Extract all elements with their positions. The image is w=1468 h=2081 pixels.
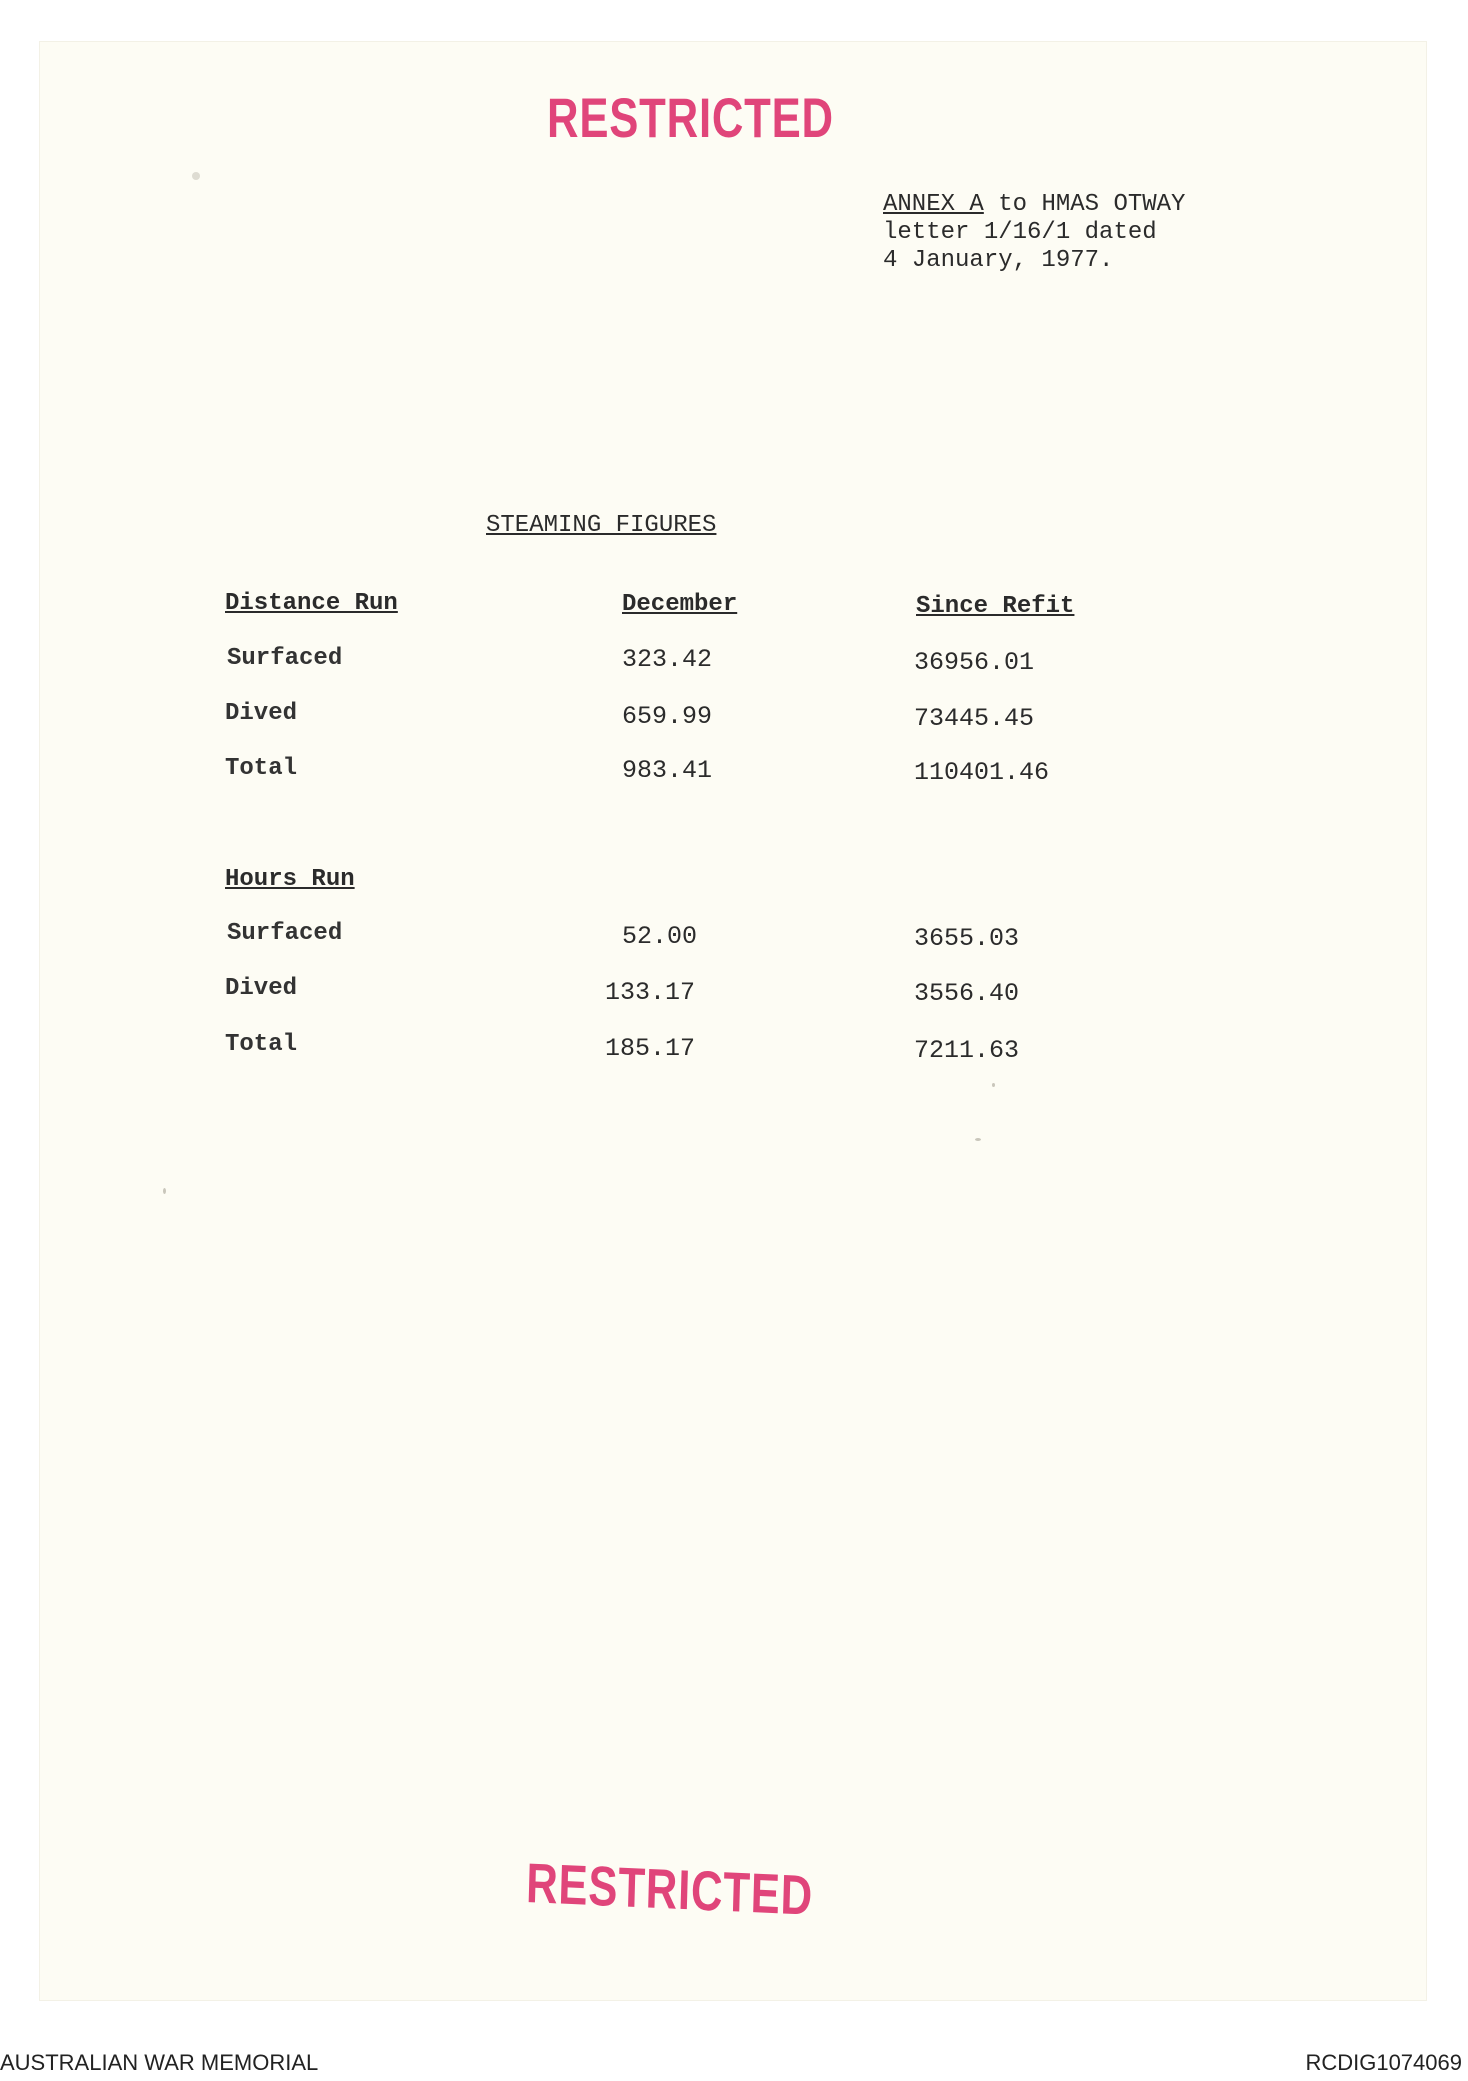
hours-row-since: 7211.63 bbox=[914, 1036, 1020, 1065]
hours-row-since: 3655.03 bbox=[914, 924, 1020, 953]
paper-speck bbox=[192, 172, 200, 180]
paper-speck bbox=[992, 1083, 995, 1087]
distance-row-label: Total bbox=[225, 755, 298, 782]
annex-line-2: letter 1/16/1 dated bbox=[883, 219, 1157, 246]
annex-line1-rest: to HMAS OTWAY bbox=[983, 191, 1186, 218]
restricted-stamp-bottom: RESTRICTED bbox=[525, 1851, 814, 1927]
distance-row-month: 323.42 bbox=[622, 645, 713, 674]
hours-row-label: Dived bbox=[225, 975, 298, 1002]
annex-line-3: 4 January, 1977. bbox=[883, 247, 1114, 274]
annex-label: ANNEX A bbox=[883, 191, 984, 218]
paper-speck bbox=[163, 1188, 166, 1194]
footer-record-id: RCDIG1074069 bbox=[1305, 2050, 1462, 2075]
distance-row-label: Surfaced bbox=[227, 645, 343, 672]
column-since-heading: Since Refit bbox=[916, 593, 1075, 620]
column-month-heading: December bbox=[622, 591, 738, 618]
document-page bbox=[40, 42, 1426, 2000]
restricted-stamp-top: RESTRICTED bbox=[547, 86, 834, 149]
hours-row-month: 52.00 bbox=[622, 922, 698, 951]
distance-row-month: 659.99 bbox=[622, 702, 713, 731]
hours-row-month: 185.17 bbox=[605, 1034, 696, 1063]
distance-row-month: 983.41 bbox=[622, 756, 713, 785]
hours-row-since: 3556.40 bbox=[914, 979, 1020, 1008]
footer-source: AUSTRALIAN WAR MEMORIAL bbox=[0, 2050, 319, 2075]
distance-row-since: 110401.46 bbox=[914, 758, 1050, 787]
annex-reference bbox=[883, 191, 1185, 275]
distance-row-since: 36956.01 bbox=[914, 648, 1035, 677]
hours-row-label: Total bbox=[225, 1031, 298, 1058]
annex-line-1 bbox=[883, 191, 1185, 219]
hours-heading: Hours Run bbox=[225, 866, 355, 893]
paper-speck bbox=[975, 1138, 981, 1141]
distance-row-since: 73445.45 bbox=[914, 704, 1035, 733]
distance-row-label: Dived bbox=[225, 700, 298, 727]
distance-heading: Distance Run bbox=[225, 590, 398, 617]
hours-row-label: Surfaced bbox=[227, 920, 343, 947]
hours-row-month: 133.17 bbox=[605, 978, 696, 1007]
document-title: STEAMING FIGURES bbox=[486, 512, 717, 539]
